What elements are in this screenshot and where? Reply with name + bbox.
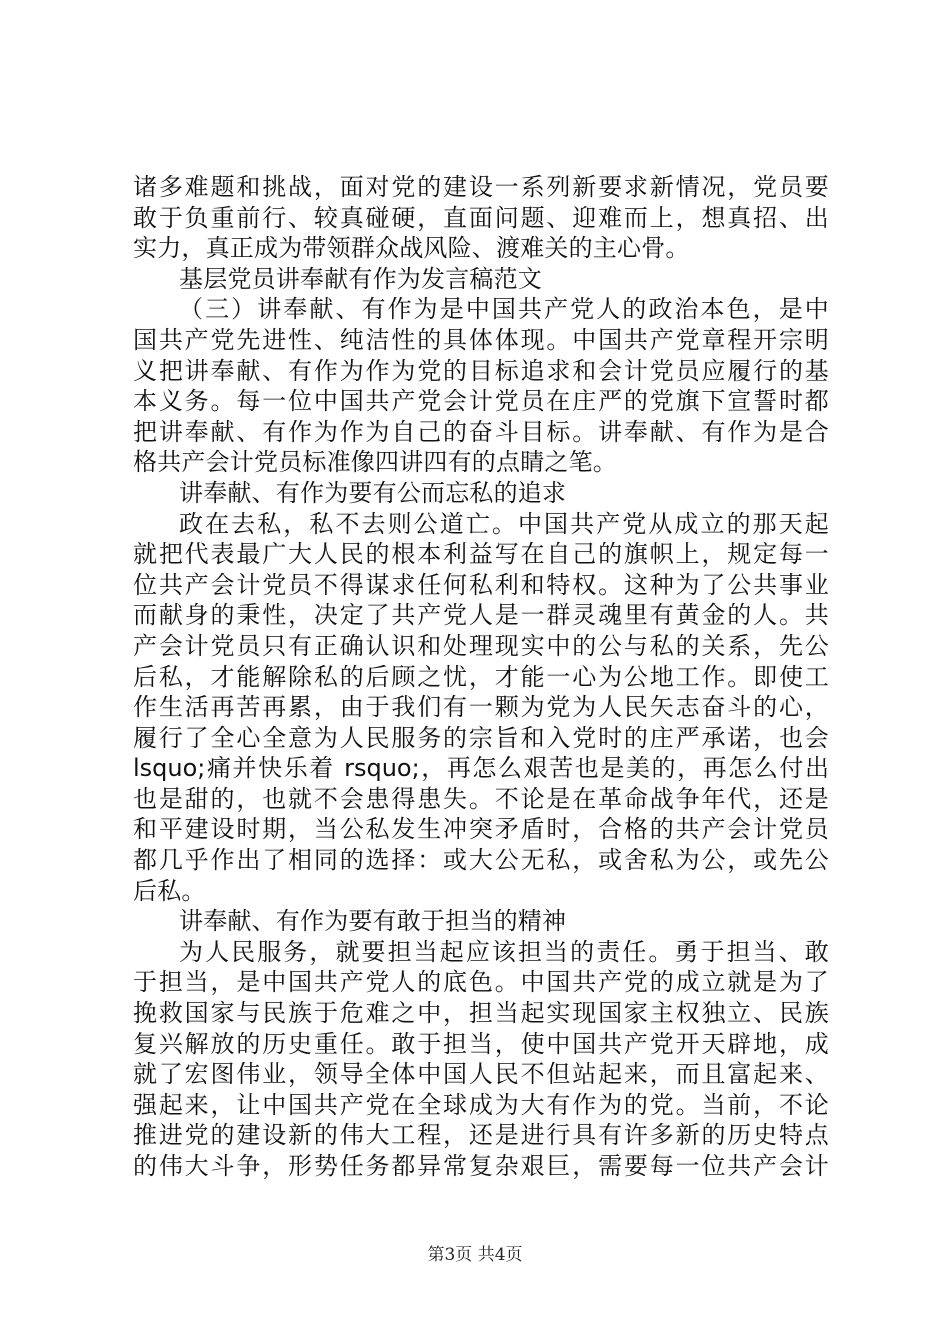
page-number-label: 第3页 共4页 [427,1245,523,1265]
body-line: 义把讲奉献、有作为作为党的目标追求和会计党员应履行的基 [133,356,829,385]
body-line: lsquo;痛并快乐着 rsquo;，再怎么艰苦也是美的，再怎么付出 [133,754,829,783]
body-line: 和平建设时期，当公私发生冲突矛盾时，合格的共产会计党员 [133,815,829,844]
body-line: 而献身的秉性，决定了共产党人是一群灵魂里有黄金的人。共 [133,601,829,630]
body-line: （三）讲奉献、有作为是中国共产党人的政治本色，是中 [179,295,829,324]
body-line: 格共产会计党员标准像四讲四有的点睛之笔。 [133,448,617,477]
body-line: 就把代表最广大人民的根本利益写在自己的旗帜上，规定每一 [133,540,829,569]
body-line: 实力，真正成为带领群众战风险、渡难关的主心骨。 [133,234,690,263]
body-line: 也是甜的，也就不会患得患失。不论是在革命战争年代，还是 [133,784,829,813]
body-line: 作生活再苦再累，由于我们有一颗为党为人民矢志奋斗的心， [133,693,829,722]
body-line: 国共产党先进性、纯洁性的具体体现。中国共产党章程开宗明 [133,325,829,354]
body-line: 后私。 [133,876,206,905]
body-line: 本义务。每一位中国共产党会计党员在庄严的党旗下宣誓时都 [133,387,829,416]
body-line: 把讲奉献、有作为作为自己的奋斗目标。讲奉献、有作为是合 [133,417,829,446]
body-line: 强起来，让中国共产党在全球成为大有作为的党。当前，不论 [133,1090,829,1119]
page-footer [0,1240,950,1265]
body-line: 挽救国家与民族于危难之中，担当起实现国家主权独立、民族 [133,999,829,1028]
body-line: 都几乎作出了相同的选择：或大公无私，或舍私为公，或先公 [133,846,829,875]
body-line: 后私，才能解除私的后顾之忧，才能一心为公地工作。即使工 [133,662,829,691]
body-line: 推进党的建设新的伟大工程，还是进行具有许多新的历史特点 [133,1121,829,1150]
section-title: 基层党员讲奉献有作为发言稿范文 [179,264,542,293]
body-line: 的伟大斗争，形势任务都异常复杂艰巨，需要每一位共产会计 [133,1152,829,1180]
body-line: 复兴解放的历史重任。敢于担当，使中国共产党开天辟地，成 [133,1029,829,1058]
document-body [133,172,829,1182]
body-line: 于担当，是中国共产党人的底色。中国共产党的成立就是为了 [133,968,829,997]
subheading: 讲奉献、有作为要有公而忘私的追求 [179,478,567,507]
body-line: 敢于负重前行、较真碰硬，直面问题、迎难而上，想真招、出 [133,203,829,232]
body-line: 诸多难题和挑战，面对党的建设一系列新要求新情况，党员要 [133,173,829,201]
body-line: 政在去私，私不去则公道亡。中国共产党从成立的那天起 [179,509,829,538]
body-line: 位共产会计党员不得谋求任何私利和特权。这种为了公共事业 [133,570,829,599]
body-line: 产会计党员只有正确认识和处理现实中的公与私的关系，先公 [133,631,829,660]
subheading: 讲奉献、有作为要有敢于担当的精神 [179,907,567,936]
body-line: 为人民服务，就要担当起应该担当的责任。勇于担当、敢 [179,937,829,966]
body-line: 履行了全心全意为人民服务的宗旨和入党时的庄严承诺，也会 [133,723,829,752]
body-line: 就了宏图伟业，领导全体中国人民不但站起来，而且富起来、 [133,1060,829,1089]
